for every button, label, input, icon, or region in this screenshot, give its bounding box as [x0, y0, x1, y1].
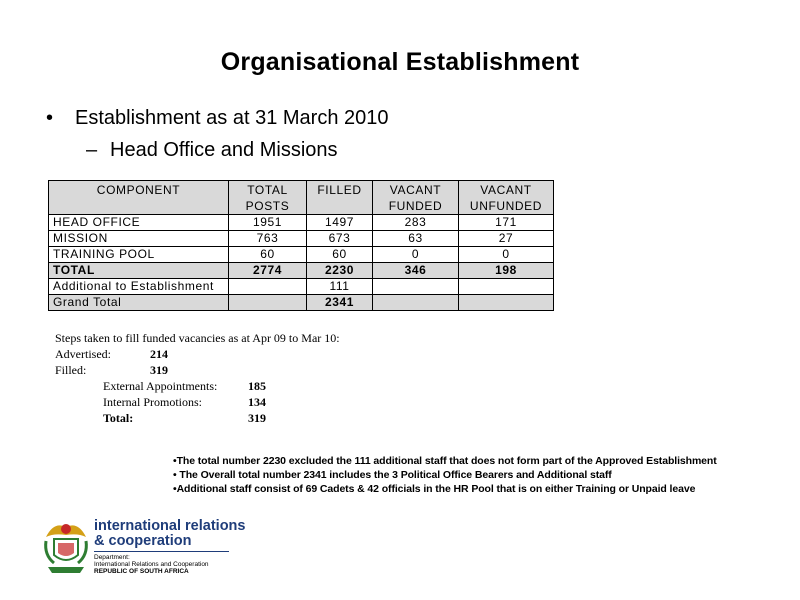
cell-unfunded: [459, 279, 554, 295]
steps-advertised: [55, 346, 340, 362]
cell-total: 60: [229, 247, 307, 263]
header-filled-text: FILLED: [317, 183, 362, 197]
header-total-posts-line1: TOTAL: [247, 183, 288, 197]
bullet-head-office-text: Head Office and Missions: [110, 139, 338, 161]
cell-total: 763: [229, 231, 307, 247]
footnote-1: •The total number 2230 excluded the 111 additional staff that does not form part of the Approved Establishment: [173, 455, 717, 467]
table-row-additional: [49, 279, 554, 295]
cell-funded: 346: [373, 263, 459, 279]
footnote-2: • The Overall total number 2341 includes the 3 Political Office Bearers and Additional staff: [173, 469, 612, 481]
steps-heading: Steps taken to fill funded vacancies as at Apr 09 to Mar 10:: [55, 331, 340, 345]
table-row-total: [49, 263, 554, 279]
header-vacant-funded: [373, 181, 459, 215]
row-label: TOTAL: [49, 263, 229, 279]
cell-total: 2774: [229, 263, 307, 279]
cell-filled: 2341: [307, 295, 373, 311]
header-component-text: COMPONENT: [96, 183, 181, 197]
cell-total: 1951: [229, 215, 307, 231]
header-component: [49, 181, 229, 215]
cell-total: [229, 279, 307, 295]
cell-funded: [373, 295, 459, 311]
filled-value: 319: [150, 363, 168, 377]
cell-funded: 0: [373, 247, 459, 263]
table-row-grand-total: [49, 295, 554, 311]
cell-funded: [373, 279, 459, 295]
table-header-row: [49, 181, 554, 215]
internal-value: 134: [248, 395, 266, 409]
external-label: External Appointments:: [103, 379, 218, 393]
row-label: MISSION: [49, 231, 229, 247]
establishment-table: [48, 180, 554, 311]
bullet-dash-icon: –: [86, 139, 98, 161]
cell-filled: 673: [307, 231, 373, 247]
logo-line-2: & cooperation: [94, 533, 192, 549]
logo-line-1: international relations: [94, 518, 246, 534]
logo-small-3: REPUBLIC OF SOUTH AFRICA: [94, 568, 189, 575]
header-vacant-funded-line2: FUNDED: [388, 199, 443, 213]
cell-filled: 2230: [307, 263, 373, 279]
cell-unfunded: 198: [459, 263, 554, 279]
cell-filled: 60: [307, 247, 373, 263]
cell-unfunded: [459, 295, 554, 311]
logo-small-2: International Relations and Cooperation: [94, 561, 209, 568]
header-total-posts: [229, 181, 307, 215]
steps-filled: [55, 362, 340, 378]
header-vacant-unfunded: [459, 181, 554, 215]
steps-total: [55, 410, 340, 426]
cell-filled: 1497: [307, 215, 373, 231]
advertised-value: 214: [150, 347, 168, 361]
cell-unfunded: 27: [459, 231, 554, 247]
footnotes: [173, 454, 717, 496]
total-label: Total:: [103, 411, 134, 425]
cell-unfunded: 0: [459, 247, 554, 263]
vacancy-steps: [55, 330, 340, 426]
header-total-posts-line2: POSTS: [245, 199, 290, 213]
logo-divider: [94, 551, 229, 552]
cell-funded: 283: [373, 215, 459, 231]
row-label: HEAD OFFICE: [49, 215, 229, 231]
bullet-establishment: [46, 107, 389, 130]
cell-unfunded: 171: [459, 215, 554, 231]
slide-title: Organisational Establishment: [220, 48, 580, 76]
header-vacant-unfunded-line1: VACANT: [480, 183, 532, 197]
table-row: [49, 215, 554, 231]
row-label: TRAINING POOL: [49, 247, 229, 263]
bullet-establishment-text: Establishment as at 31 March 2010: [75, 107, 389, 129]
logo-department: [94, 554, 209, 575]
advertised-label: Advertised:: [55, 347, 111, 361]
steps-internal: [55, 394, 340, 410]
header-filled: [307, 181, 373, 215]
external-value: 185: [248, 379, 266, 393]
filled-label: Filled:: [55, 363, 87, 377]
bullet-dot-icon: •: [46, 107, 54, 129]
header-vacant-funded-line1: VACANT: [389, 183, 442, 197]
header-vacant-unfunded-line2: UNFUNDED: [469, 199, 543, 213]
bullet-head-office: [86, 139, 338, 162]
row-label: Additional to Establishment: [49, 279, 229, 295]
cell-filled: 111: [307, 279, 373, 295]
cell-funded: 63: [373, 231, 459, 247]
table-row: [49, 247, 554, 263]
row-label: Grand Total: [49, 295, 229, 311]
internal-label: Internal Promotions:: [103, 395, 202, 409]
total-value: 319: [248, 411, 266, 425]
steps-external: [55, 378, 340, 394]
table-row: [49, 231, 554, 247]
logo-wordmark: [94, 519, 245, 549]
footnote-3: •Additional staff consist of 69 Cadets & 42 officials in the HR Pool that is on either Training or Unpaid leave: [173, 483, 696, 495]
cell-total: [229, 295, 307, 311]
logo-small-1: Department:: [94, 554, 130, 561]
